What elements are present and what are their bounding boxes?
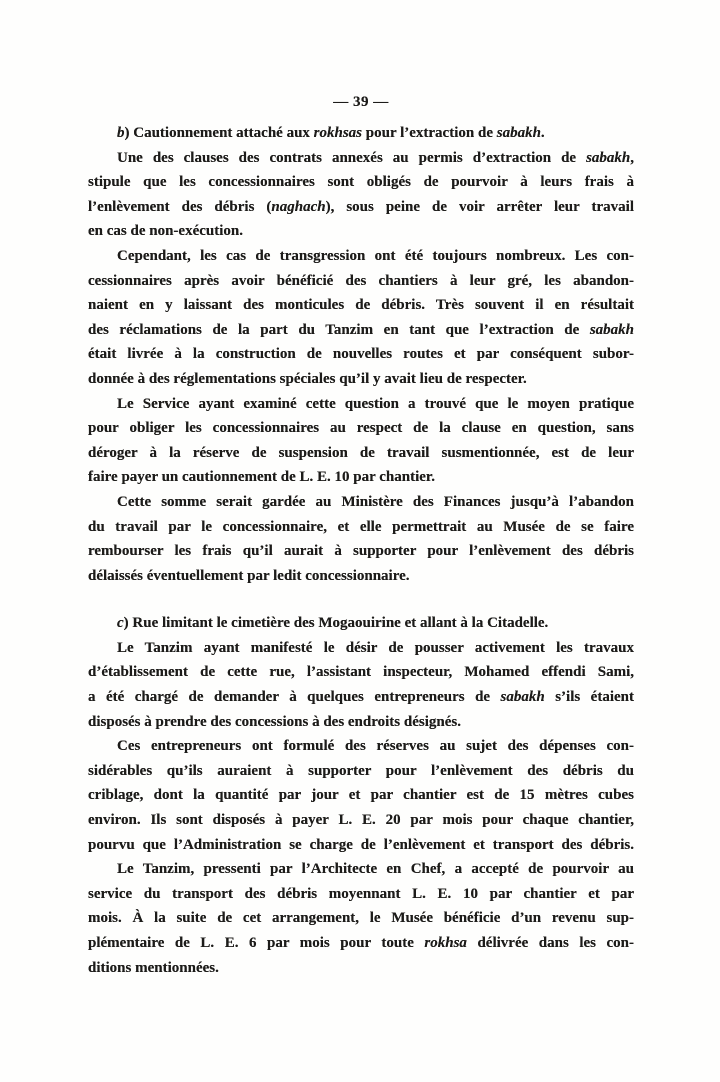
text-line: Une des clauses des contrats annexés au permis d’extraction de sabakh, — [117, 149, 634, 166]
text-line: Cette somme serait gardée au Ministère des Finances jusqu’à l’abandon — [117, 493, 634, 510]
section-b-heading: b) Cautionnement attaché aux rokhsas pour l’extraction de sabakh. — [117, 125, 545, 141]
text-line: des réclamations de la part du Tanzim en tant que l’extraction de sabakh — [88, 321, 634, 338]
text-line: environ. Ils sont disposés à payer L. E. 20 par mois pour chaque chantier, — [88, 812, 634, 829]
text-line: sidérables qu’ils auraient à supporter pour l’enlèvement des débris du — [88, 762, 634, 779]
text-line: stipule que les concessionnaires sont obligés de pourvoir à leurs frais à — [88, 174, 634, 191]
text-line: Ces entrepreneurs ont formulé des réserves au sujet des dépenses con- — [117, 738, 634, 755]
text-line: délaissés éventuellement par ledit concessionnaire. — [88, 567, 410, 584]
text-line: d’établissement de cette rue, l’assistant inspecteur, Mohamed effendi Sami, — [88, 664, 634, 681]
text-line: Cependant, les cas de transgression ont été toujours nombreux. Les con- — [117, 247, 634, 264]
text-line: faire payer un cautionnement de L. E. 10 par chantier. — [88, 469, 435, 486]
text-line: Le Tanzim ayant manifesté le désir de pousser activement les travaux — [117, 639, 634, 656]
text-line: criblage, dont la quantité par jour et par chantier est de 15 mètres cubes — [88, 787, 634, 804]
text-line: mois. À la suite de cet arrangement, le Musée bénéficie d’un revenu sup- — [88, 910, 634, 927]
text-line: pourvu que l’Administration se charge de l’enlèvement et transport des débris. — [88, 836, 634, 853]
section-c-heading: c) Rue limitant le cimetière des Mogaouirine et allant à la Citadelle. — [117, 615, 549, 632]
text-line: Le Service ayant examiné cette question a trouvé que le moyen pratique — [117, 395, 634, 412]
text-line: donnée à des réglementations spéciales qu’il y avait lieu de respecter. — [88, 370, 527, 387]
page-number: — 39 — — [333, 94, 389, 110]
text-line: rembourser les frais qu’il aurait à supporter pour l’enlèvement des débris — [88, 543, 635, 560]
text-block — [88, 121, 634, 980]
text-line: Le Tanzim, pressenti par l’Architecte en Chef, a accepté de pourvoir au — [117, 861, 634, 878]
text-line: plémentaire de L. E. 6 par mois pour toute rokhsa délivrée dans les con- — [88, 935, 635, 951]
text-line: pour obliger les concessionnaires au respect de la clause en question, sans — [88, 420, 634, 437]
text-line: déroger à la réserve de suspension de travail susmentionnée, est de leur — [88, 444, 634, 461]
text-line: l’enlèvement des débris (naghach), sous peine de voir arrêter leur travail — [88, 198, 634, 215]
text-line: naient en y laissant des monticules de débris. Très souvent il en résultait — [88, 297, 634, 314]
text-line: du travail par le concessionnaire, et elle permettrait au Musée de se faire — [88, 518, 634, 535]
text-line: cessionnaires après avoir bénéficié des chantiers à leur gré, les abandon- — [88, 272, 634, 289]
text-line: était livrée à la construction de nouvelles routes et par conséquent subor- — [88, 346, 634, 363]
text-line: en cas de non-exécution. — [88, 223, 243, 240]
text-line: disposés à prendre des concessions à des endroits désignés. — [88, 713, 461, 730]
text-line: ditions mentionnées. — [88, 959, 219, 976]
text-line: service du transport des débris moyennant L. E. 10 par chantier et par — [88, 885, 635, 902]
text-line: a été chargé de demander à quelques entrepreneurs de sabakh s’ils étaient — [88, 689, 634, 706]
